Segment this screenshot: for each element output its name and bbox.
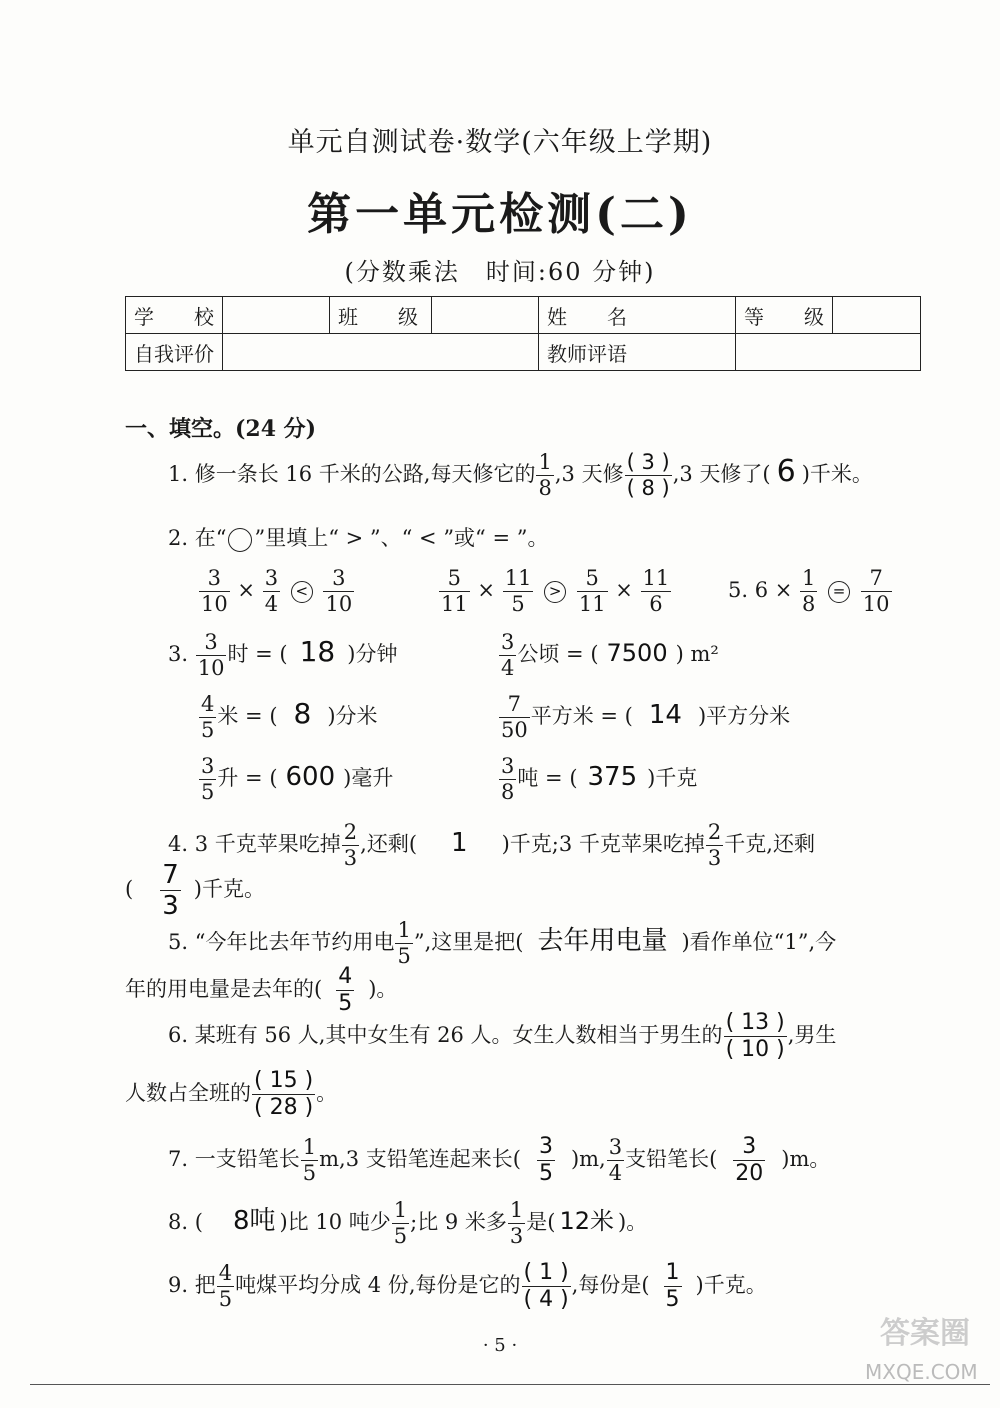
q1-answer-2[interactable]: 6 xyxy=(776,454,796,489)
q1-answer-1[interactable]: $\frac{( 3 )}{( 8 )}$ xyxy=(626,450,670,500)
q2-text-2: ”里填上“ > ”、“ < ”或“ = ”。 xyxy=(254,526,549,550)
q4-line-2: ( $\frac{7}{3}$ )千克。 xyxy=(125,860,265,921)
q3-row-3a: $\frac{3}{5}$ 升 = ( 600 )毫升 xyxy=(201,754,394,804)
q5-line-2: 年的用电量是去年的( $\frac{4}{5}$ )。 xyxy=(125,964,398,1016)
q2-expression-1: $\frac{3}{10}$ × $\frac{3}{4}$ < $\frac{3}{10}$ xyxy=(201,566,353,616)
q3-row-3b: $\frac{3}{8}$ 吨 = ( 375 )千克 xyxy=(501,754,698,804)
question-7: 7. 一支铅笔长 $\frac{1}{5}$ m,3 支铅笔连起来长( $\frac{3}{5}$ )m, $\frac{3}{4}$ 支铅笔长( $\frac{3}{20}$ )m。 xyxy=(168,1134,831,1186)
section-heading: 一、填空。(24 分) xyxy=(125,416,317,442)
grade-field[interactable] xyxy=(833,297,921,334)
q3-number: 3. xyxy=(168,642,189,666)
q8-answer-2[interactable]: 12米 xyxy=(559,1207,615,1235)
watermark-logo: 答案圈 xyxy=(880,1316,970,1351)
circle-icon xyxy=(228,528,252,552)
bottom-rule xyxy=(30,1384,990,1385)
q9-answer-1[interactable]: $\frac{( 1 )}{( 4 )}$ xyxy=(523,1260,569,1312)
question-1 xyxy=(168,452,873,499)
q1-text-2: ,3 天修 xyxy=(554,462,624,486)
q3-answer-5[interactable]: 600 xyxy=(285,762,336,792)
q6-number: 6. xyxy=(168,1023,189,1047)
q6-answer-2[interactable]: $\frac{( 15 )}{( 28 )}$ xyxy=(254,1068,314,1120)
q6-line-2: 人数占全班的 $\frac{( 15 )}{( 28 )}$ 。 xyxy=(125,1068,338,1120)
q1-text-3: ,3 天修了( xyxy=(672,462,771,486)
subtitle: (分数乘法 时间:60 分钟) xyxy=(344,258,656,286)
school-field[interactable] xyxy=(223,297,330,334)
school-label: 学 校 xyxy=(126,297,223,334)
page-title: 第一单元检测(二) xyxy=(307,189,693,240)
self-eval-label: 自我评价 xyxy=(126,334,223,371)
q1-fraction: $\frac{1}{8}$ xyxy=(538,450,552,500)
question-8: 8. ( 8吨 )比 10 吨少 $\frac{1}{5}$ ;比 9 米多 $\frac{1}{3}$ 是( 12米 )。 xyxy=(168,1198,648,1248)
teacher-eval-label: 教师评语 xyxy=(539,334,736,371)
question-6: 6. 某班有 56 人,其中女生有 26 人。女生人数相当于男生的 $\frac{( 13 )}{( 10 )}$ ,男生 xyxy=(168,1010,837,1062)
q3-answer-3[interactable]: 8 xyxy=(293,697,312,730)
q8-number: 8. xyxy=(168,1210,189,1234)
series-title: 单元自测试卷·数学(六年级上学期) xyxy=(287,127,713,158)
name-label: 姓 名 xyxy=(539,297,736,334)
q4-number: 4. xyxy=(168,832,189,856)
grade-label: 等 级 xyxy=(736,297,833,334)
q2-answer-1[interactable]: < xyxy=(291,581,313,603)
q8-answer-1[interactable]: 8吨 xyxy=(232,1206,276,1236)
info-table xyxy=(125,296,921,371)
q3-row-1b: $\frac{3}{4}$ 公顷 = ( 7500 ) m² xyxy=(501,630,719,680)
q7-answer-2[interactable]: $\frac{3}{20}$ xyxy=(735,1134,764,1186)
q2-answer-3[interactable]: = xyxy=(828,581,850,603)
question-4: 4. 3 千克苹果吃掉 $\frac{2}{3}$ ,还剩( 1 )千克;3 千克苹果吃掉 $\frac{2}{3}$ 千克,还剩 xyxy=(168,820,815,870)
q4-answer-2[interactable]: $\frac{7}{3}$ xyxy=(162,860,179,921)
question-3: 3. $\frac{3}{10}$ 时 = ( 18 )分钟 xyxy=(168,630,398,680)
q5-answer-1[interactable]: 去年用电量 xyxy=(537,926,668,956)
q5-answer-2[interactable]: $\frac{4}{5}$ xyxy=(338,964,353,1016)
class-label: 班 级 xyxy=(330,297,432,334)
self-eval-field[interactable] xyxy=(223,334,539,371)
q1-text-1: 修一条长 16 千米的公路,每天修它的 xyxy=(194,462,536,486)
q2-text-1: 在“ xyxy=(194,526,227,550)
q1-number: 1. xyxy=(168,462,189,486)
teacher-eval-field[interactable] xyxy=(736,334,921,371)
q2-answer-2[interactable]: > xyxy=(544,581,566,603)
q7-number: 7. xyxy=(168,1147,189,1171)
q2-expression-2: $\frac{5}{11}$ × $\frac{11}{5}$ > $\frac{5}{11}$ × $\frac{11}{6}$ xyxy=(441,566,670,616)
q3-answer-4[interactable]: 14 xyxy=(648,700,682,730)
q6-answer-1[interactable]: $\frac{( 13 )}{( 10 )}$ xyxy=(725,1010,785,1062)
q3-answer-1[interactable]: 18 xyxy=(299,635,336,668)
watermark-url: MXQE.COM xyxy=(865,1360,978,1384)
q9-number: 9. xyxy=(168,1273,189,1297)
q9-answer-2[interactable]: $\frac{1}{5}$ xyxy=(665,1260,680,1312)
q3-answer-2[interactable]: 7500 xyxy=(606,639,668,667)
question-2 xyxy=(168,522,548,552)
class-field[interactable] xyxy=(432,297,539,334)
q2-expression-3: 5. 6 × $\frac{1}{8}$ = $\frac{7}{10}$ xyxy=(728,566,890,616)
page-number: · 5 · xyxy=(482,1335,518,1356)
q7-answer-1[interactable]: $\frac{3}{5}$ xyxy=(538,1134,553,1186)
question-9: 9. 把 $\frac{4}{5}$ 吨煤平均分成 4 份,每份是它的 $\frac{( 1 )}{( 4 )}$ ,每份是( $\frac{1}{5}$ )千克。 xyxy=(168,1260,767,1312)
q1-text-4: )千米。 xyxy=(801,462,873,486)
q3-answer-6[interactable]: 375 xyxy=(587,762,638,792)
q3-row-2a: $\frac{4}{5}$ 米 = ( 8 )分米 xyxy=(201,692,378,742)
question-5: 5. “今年比去年节约用电 $\frac{1}{5}$ ”,这里是把( 去年用电量 )看作单位“1”,今 xyxy=(168,918,837,968)
q5-number: 5. xyxy=(168,930,189,954)
q3-row-2b: $\frac{7}{50}$ 平方米 = ( 14 )平方分米 xyxy=(501,692,791,742)
q2-number: 2. xyxy=(168,526,189,550)
q4-answer-1[interactable]: 1 xyxy=(451,828,468,858)
